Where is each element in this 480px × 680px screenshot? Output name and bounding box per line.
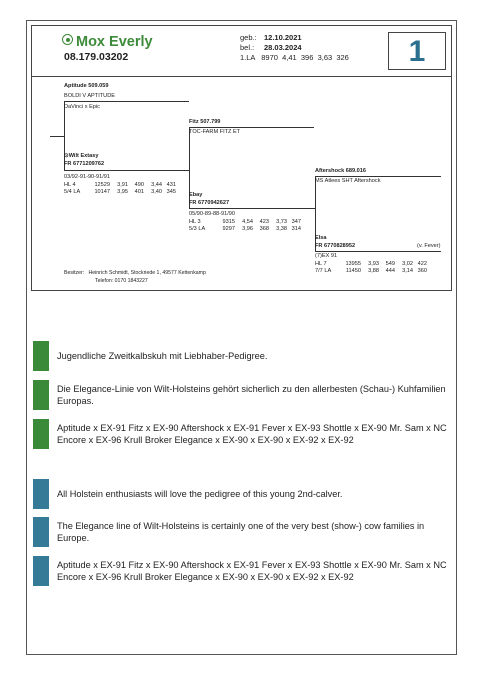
mgs-line [189, 127, 314, 128]
stat-cell: 549 [385, 261, 395, 267]
de-text-1: Jugendliche Zweitkalbskuh mit Liebhaber-Pedigree. [57, 351, 268, 361]
polled-icon [62, 34, 73, 45]
born-label: geb.: [240, 33, 257, 42]
stat-cell: 347 [291, 219, 301, 225]
stat-cell: 431 [166, 182, 176, 188]
stat-cell: 9315 [222, 219, 235, 225]
sire-line [64, 101, 189, 102]
dam-line [64, 170, 190, 171]
en-text-2: The Elegance line of Wilt-Holsteins is certainly one of the very best (show-) cow families in Europe. [57, 521, 425, 543]
en-text-1: All Holstein enthusiasts will love the pedigree of this young 2nd-calver. [57, 489, 343, 499]
stat-row [315, 261, 429, 268]
de-row-1 [33, 341, 451, 371]
card-header [32, 26, 451, 77]
stat-cell: 3,02 [402, 261, 413, 267]
dam-name-text: Wilt Extasy [68, 153, 99, 159]
stat-cell: 3,91 [117, 182, 128, 188]
stat-cell: 3,44 [151, 182, 162, 188]
en-row-3 [33, 556, 451, 586]
ggdam-name [315, 235, 327, 242]
stat-cell: 3,93 [368, 261, 379, 267]
stat-cell: 422 [417, 261, 427, 267]
english-marker [33, 479, 49, 509]
ggdam-classification: (7)EX 91 [315, 253, 338, 259]
gdam-code-text: FR 6770942627 [189, 200, 230, 206]
catalog-number: 1 [388, 32, 446, 70]
root-line [50, 136, 64, 137]
lactation-line: 1.LA 8970 4,41 396 3,63 326 [240, 53, 349, 62]
stat-row [189, 219, 303, 226]
stat-cell: 10147 [94, 189, 110, 196]
stat-cell: HL 7 [315, 261, 327, 267]
stat-cell: 3,38 [276, 226, 287, 233]
stat-cell: 314 [291, 226, 301, 233]
gdam-name [189, 192, 202, 199]
ggdam-stats [315, 261, 429, 275]
english-marker [33, 517, 49, 547]
stat-row [64, 189, 178, 196]
mggs-code: 689.016 [345, 168, 367, 174]
en-row-2 [33, 517, 451, 547]
stat-cell: 13955 [345, 261, 361, 267]
cow-name-text: Mox Everly [76, 34, 153, 50]
ggdam-code-text: FR 6770828952 [315, 243, 356, 249]
en-text-3: Aptitude x EX-91 Fitz x EX-90 Aftershock x EX-91 Fever x EX-93 Shottle x EX-90 Mr. Sam x NC Encore x EX-96 Krull Broker Elegance x EX-90 x EX-90 x EX-92 x EX-92 [57, 560, 447, 582]
mggs-line1: MS Atlees SHT Aftershock [315, 178, 381, 184]
born-date: 12.10.2021 [264, 33, 302, 42]
stat-cell: 3,96 [242, 226, 253, 233]
mgs-name-text: Fitz [189, 119, 199, 125]
sire-name-text: Aptitude [64, 83, 87, 89]
german-marker [33, 419, 49, 449]
stat-cell: 5/4 LA [64, 189, 81, 196]
de-row-2 [33, 380, 451, 410]
stat-cell: 4,54 [242, 219, 253, 225]
stat-row [64, 182, 178, 189]
ear-number: 08.179.03202 [64, 51, 129, 63]
ggdam-note: (v. Fever) [417, 243, 441, 249]
english-marker [33, 556, 49, 586]
stat-cell: HL 3 [189, 219, 201, 225]
stat-cell: 444 [385, 268, 395, 275]
mgs-line1: TOC-FARM FITZ ET [189, 129, 241, 135]
stat-cell: 3,95 [117, 189, 128, 196]
stat-cell: 3,88 [368, 268, 379, 275]
stat-cell: 490 [134, 182, 144, 188]
sire-code: 509.059 [88, 83, 109, 89]
cow-name [62, 34, 153, 50]
dam-classification: 03/92-91-90-91/91 [64, 174, 111, 180]
mgs-code: 507.799 [200, 119, 221, 125]
mggs-name-text: Aftershock [315, 168, 345, 174]
gdam-name-text: Ebay [189, 192, 203, 198]
calved-label: bel.: [240, 43, 255, 52]
gdam-code [189, 200, 229, 207]
stat-cell: 3,14 [402, 268, 413, 275]
stat-cell: 5/3 LA [189, 226, 206, 233]
stat-cell: 3,73 [276, 219, 287, 225]
owner-label: Besitzer: [64, 270, 85, 276]
en-row-1 [33, 479, 451, 509]
gdam-stats [189, 219, 303, 233]
calved-date: 28.03.2024 [264, 43, 302, 52]
stat-row [315, 268, 429, 275]
german-marker [33, 380, 49, 410]
ggdam-name-text: Elsa [315, 235, 327, 241]
mggs-line [315, 176, 441, 177]
sire-line1: BOLDI V APTITUDE [64, 93, 115, 99]
stat-cell: 345 [166, 189, 176, 196]
gdam-line [189, 208, 315, 209]
dam-name: ⊙Wilt Extasy [64, 153, 99, 159]
stat-cell: 9297 [222, 226, 235, 233]
ggdam-code [315, 243, 441, 250]
catalog-page [26, 20, 457, 655]
de-text-2: Die Elegance-Linie von Wilt-Holsteins gehört sicherlich zu den allerbesten (Schau-) Kuhfamilien Europas. [57, 384, 446, 406]
gdam-classification: 05/90-89-88-91/90 [189, 211, 236, 217]
mggs-name [315, 168, 366, 175]
stat-cell: 368 [259, 226, 269, 233]
owner-address: Heinrich Schmidt, Stockriede 1, 49577 Kettenkamp [88, 270, 206, 276]
stat-cell: 401 [134, 189, 144, 196]
dam-stats [64, 182, 178, 196]
dam-code [64, 161, 104, 168]
stat-cell: 11450 [345, 268, 361, 275]
mgs-name [189, 119, 220, 126]
stat-cell: 12529 [94, 182, 110, 188]
sire-line2: DaVinci x Epic [64, 104, 100, 110]
stat-row [189, 226, 303, 233]
stat-cell: 360 [417, 268, 427, 275]
dam-code-text: FR 6771209762 [64, 161, 105, 167]
cow-meta [240, 33, 349, 63]
stat-cell: HL 4 [64, 182, 76, 188]
german-marker [33, 341, 49, 371]
pedigree-card [31, 25, 452, 291]
de-row-3 [33, 419, 451, 449]
stat-cell: 423 [259, 219, 269, 225]
ggdam-line [315, 251, 441, 252]
sire-name [64, 83, 108, 90]
owner-phone: Telefon: 0170 1843227 [95, 277, 148, 284]
stat-cell: 3,40 [151, 189, 162, 196]
de-text-3: Aptitude x EX-91 Fitz x EX-90 Aftershock x EX-91 Fever x EX-93 Shottle x EX-90 Mr. Sam x NC Encore x EX-96 Krull Broker Elegance x EX-90 x EX-90 x EX-92 x EX-92 [57, 423, 447, 445]
stat-cell: 7/7 LA [315, 268, 332, 275]
owner-info [64, 270, 206, 285]
